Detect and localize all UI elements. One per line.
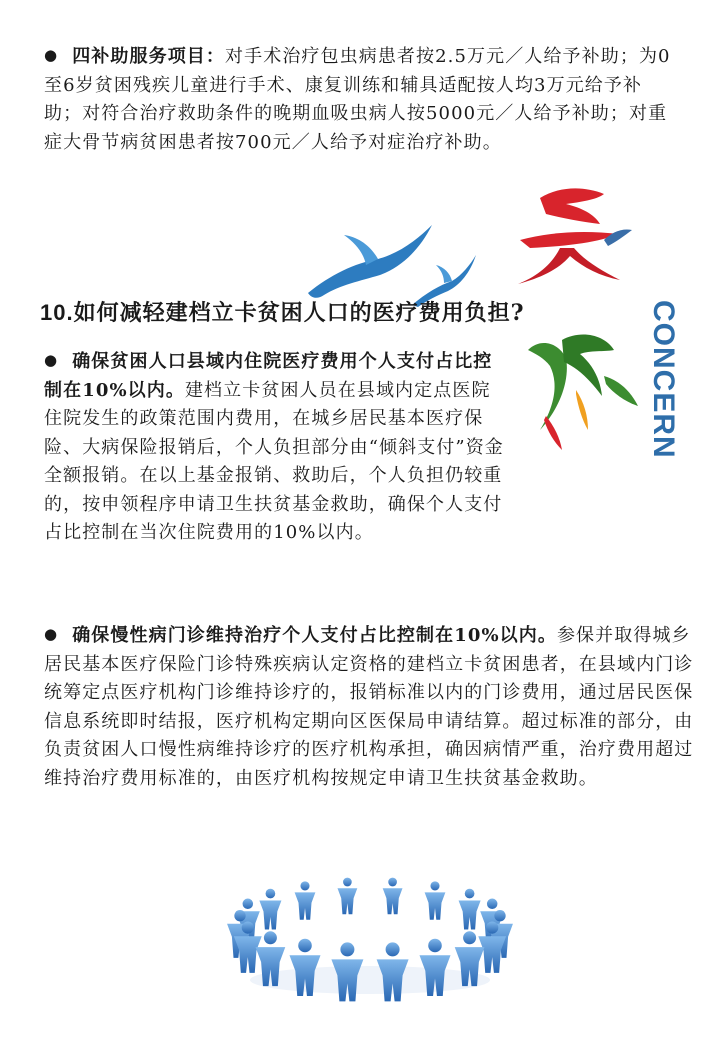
section-body: 参保并取得城乡居民基本医疗保险门诊特殊疾病认定资格的建档立卡贫困患者，在县域内门诊统筹定点医疗机构门诊维持诊疗的，报销标准以内的门诊费用，通过居民医保信息系统即时结报，医疗机构定期向区医保局申请结算。超过标准的部分，由负责贫困人口慢性病维持诊疗的医疗机构承担，确因病情严重，治疗费用超过维持治疗费用标准的，由医疗机构按规定申请卫生扶贫基金救助。 xyxy=(44,625,694,789)
section-body: 建档立卡贫困人员在县域内定点医院住院发生的政策范围内费用，在城乡居民基本医疗保险、大病保险报销后，个人负担部分由“倾斜支付”资金全额报销。在以上基金报销、救助后，个人负担仍较重的，按申领程序申请卫生扶贫基金救助，确保个人支付占比控制在当次住院费用的10%以内。 xyxy=(44,379,504,543)
person-figure xyxy=(295,881,316,919)
question-heading xyxy=(40,296,525,327)
section-body: 对手术治疗包虫病患者按2.5万元／人给予补助；为0至6岁贫困残疾儿童进行手术、康复训练和辅具适配按人均3万元给予补助；对符合治疗救助条件的晚期血吸虫病人按5000元／人给予补助；对重症大骨节病贫困患者按700元／人给予对症治疗补助。 xyxy=(44,46,671,153)
heading-text: 如何减轻建档立卡贫困人口的医疗费用负担? xyxy=(73,300,525,326)
section-four-subsidies xyxy=(44,43,674,157)
section-chronic-disease xyxy=(44,622,702,793)
person-figure xyxy=(425,881,446,919)
section-title: 确保贫困人口县域内住院医疗费用个人支付占比控制在10%以内。 xyxy=(44,351,493,401)
section-inpatient-costs xyxy=(44,348,504,548)
heading-number: 10. xyxy=(40,300,74,325)
person-figure xyxy=(259,889,281,930)
bullet-icon: ● xyxy=(44,46,59,64)
section-title: 确保慢性病门诊维持治疗个人支付占比控制在10%以内。 xyxy=(72,625,557,646)
person-figure xyxy=(337,878,357,915)
person-figure xyxy=(383,878,403,915)
person-figure xyxy=(459,889,481,930)
concern-vertical-word: CONCERN xyxy=(647,300,680,459)
bullet-icon: ● xyxy=(44,625,59,643)
section-title: 四补助服务项目： xyxy=(72,46,226,67)
bullet-icon: ● xyxy=(44,351,59,369)
people-circle-icon xyxy=(215,862,525,1016)
